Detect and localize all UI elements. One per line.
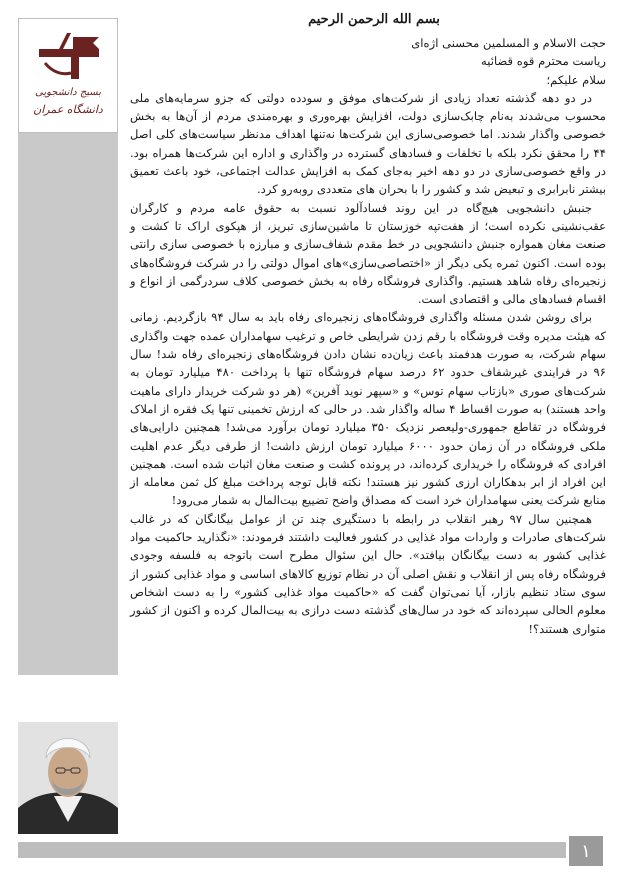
logo-text-line1: بسیج دانشجویی [34,87,102,98]
paragraph: برای روشن شدن مسئله واگذاری فروشگاه‌های زنجیره‌ای رفاه باید به سال ۹۴ بازگردیم. زمانی که هیئت مدیره وقت فروشگاه با رقم زدن شرایطی خاص و ترغیب سهامداران عمده جهت واگذاری سهام شرکت، به صورت هدفمند باعث زیان‌ده نشان دادن فروشگاه‌های زنجیره‌ای رفاه شد! سال ۹۶ در فرایندی غیرشفاف حدود ۶۲ درصد سهام فروشگاه تنها با پرداخت ۴۸۰ میلیارد تومان به شرکت‌های صوری «بازتاب سهام توس» و «سپهر نوید آفرین» (هر دو شرکت خریدار دارای ماهیت واحد هستند) به صورت اقساط ۴ ساله واگذار شد. در حالی که ارزش تخمینی تنها یک فقره از املاک فروشگاه در تقاطع جمهوری-ولیعصر نزدیک ۳۵۰ میلیارد تومان برآورد می‌شد! همچنین دارایی‌های ملکی فروشگاه در آن زمان حدود ۶۰۰۰ میلیارد تومان ارزش داشت! از طرفی دیگر عدم اهلیت افرادی که فروشگاه را خریداری کرده‌اند، در پرونده کشت و صنعت مغان اثبات شده است. همچنین این افراد از ابر بدهکاران ارزی کشور نیز هستند! نکته قابل توجه پرداخت مبلغ کل ثمن معامله از منابع شرکت یعنی سهامداران خرد است که مصداق واضح تضییع بیت‌المال به شمار می‌رود! [130,310,606,508]
paragraph: جنبش دانشجویی هیچ‌گاه در این روند فسادآلود نسبت به حقوق عامه مردم و کارگران عقب‌نشینی نکرده است؛ از هفت‌تپه خوزستان تا ماشین‌سازی تبریز، از هپکوی اراک تا کشت و صنعت مغان همواره جنبش دانشجویی در خط مقدم شفاف‌سازی و مبارزه با خصوصی سازی رانتی بوده است. اکنون ثمره یکی دیگر از «اختصاصی‌سازی»های اموال دولتی را در شرکت فروشگاه‌های زنجیره‌ای رفاه شاهد هستیم. واگذاری فروشگاه رفاه به بخش خصوصی کلاف سردرگمی از انواع و اقسام فسادهای مالی و اقتصادی است. [130,200,606,307]
paragraph: همچنین سال ۹۷ رهبر انقلاب در رابطه با دستگیری چند تن از عوامل بیگانگان که در غالب شرکت‌های صادرات و واردات مواد غذایی در کشور فعالیت داشتند فرمودند: «نگذارید حاکمیت مواد غذایی کشور به دست بیگانگان بیافتد». حال این سئوال مطرح است باتوجه به فلسفه وجودی فروشگاه رفاه پس از انقلاب و نقش اصلی آن در نظام توزیع کالاهای اساسی و مواد غذایی کشور از سوی ستاد تنظیم بازار، آیا نمی‌توان گفت که «حاکمیت مواد غذایی کشور» را به دست اشخاص معلوم الحالی سپرده‌اند که خود در سال‌های گذشته دست درازی به بیت‌المال کرده و اکنون از کشور متواری هستند؟! [130,511,606,636]
logo [18,18,118,133]
portrait-photo [18,722,118,834]
page-number: ۱ [569,836,603,866]
bismillah-header: بسم الله الرحمن الرحیم [308,12,440,27]
logo-text-line2: دانشگاه عمران [33,103,103,116]
salutation-line-2: ریاست محترم قوه قضائیه [481,54,606,69]
salutation-line-3: سلام علیکم؛ [546,72,606,87]
flag-emblem-icon [33,29,105,85]
footer-bar [18,842,566,858]
paragraph: در دو دهه گذشته تعداد زیادی از شرکت‌های موفق و سودده دولتی که جزو سرمایه‌های ملی محسوب می‌شدند به‌نام چابک‌سازی دولت، افزایش بهره‌وری و بهره‌مندی مردم از آن‌ها به بخش خصوصی واگذار شدند. اما خصوصی‌سازی این شرکت‌ها نه‌تنها اهداف مدنظر سیاست‌های کلی اصل ۴۴ را محقق نکرد بلکه با تخلفات و فسادهای گسترده در واگذاری و اداره این شرکت‌ها همراه بود. در واقع خصوصی‌سازی در دو دهه اخیر به‌جای کمک به افزایش عدالت اجتماعی، خود باعث تعمیق بیشتر نابرابری و تبعیض شد و کشور را با بحران های متعددی روبه‌رو کرد. [130,90,606,197]
salutation-line-1: حجت الاسلام و المسلمین محسنی اژه‌ای [411,36,606,50]
letter-body [130,34,606,638]
